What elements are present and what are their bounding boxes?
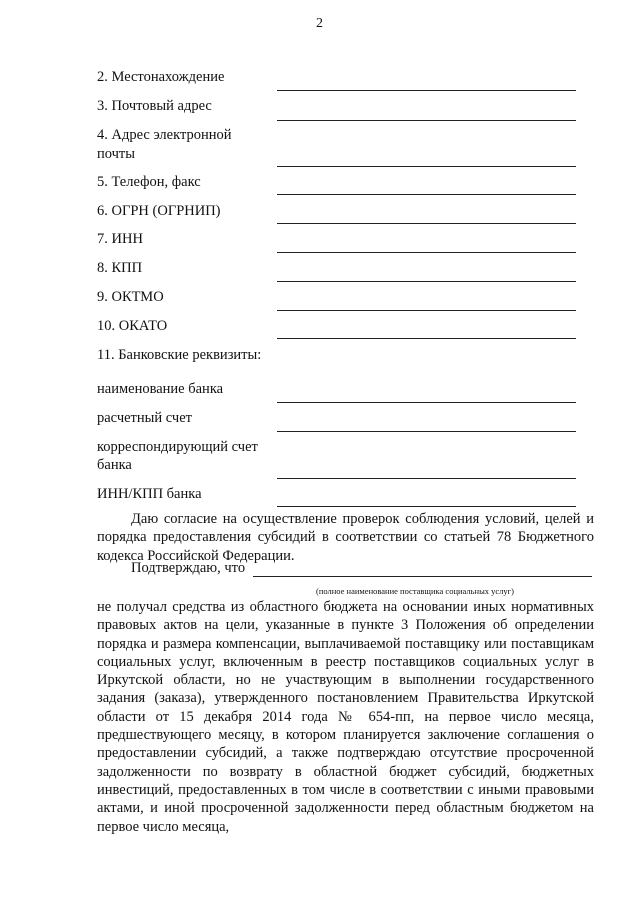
field-label-postal-address: 3. Почтовый адрес: [97, 98, 212, 114]
field-label-bank-name: наименование банка: [97, 381, 224, 397]
field-label-location: 2. Местонахождение: [97, 69, 225, 85]
field-label-bank-details: 11. Банковские реквизиты:: [97, 347, 262, 363]
field-line-kpp[interactable]: [277, 281, 576, 282]
consent-paragraph: Даю согласие на осуществление проверок соблюдения условий, целей и порядка предоставления субсидий в соответствии со статьей 78 Бюджетного кодекса Российской Федерации.: [97, 511, 594, 564]
field-line-phone-fax[interactable]: [277, 194, 576, 195]
field-line-ogrn[interactable]: [277, 223, 576, 224]
field-label-corr-account-l2: банка: [97, 457, 132, 473]
field-line-inn[interactable]: [277, 252, 576, 253]
confirm-lead: Подтверждаю, что: [131, 560, 246, 576]
field-label-email-l1: 4. Адрес электронной: [97, 127, 232, 143]
field-line-account[interactable]: [277, 431, 576, 432]
confirm-line[interactable]: [253, 576, 592, 577]
field-label-phone-fax: 5. Телефон, факс: [97, 174, 201, 190]
field-label-inn: 7. ИНН: [97, 231, 143, 247]
field-label-bank-inn-kpp: ИНН/КПП банка: [97, 486, 202, 502]
confirm-body-paragraph: не получал средства из областного бюджета на основании иных нормативных правовых актов на цели, указанные в пункте 3 Положения об определении порядка и размера компенсации, выплачиваемой поставщику или поставщикам социальных услуг, включенным в реестр поставщиков социальных услуг в Иркутской области, но не участвующим в выполнении государственного задания (заказа), утвержденного постановлением Правительства Иркутской области от 15 декабря 2014 года № 654-пп, на первое число месяца, предшествующего месяцу, в котором планируется заключение соглашения о предоставлении субсидий, а также подтверждаю отсутствие просроченной задолженности по возврату в областной бюджет субсидий, бюджетных инвестиций, предоставленных в том числе в соответствии с иными правовыми актами, и иной просроченной задолженности перед областным бюджетом на первое число месяца,: [97, 599, 594, 835]
field-label-kpp: 8. КПП: [97, 260, 143, 276]
field-line-oktmo[interactable]: [277, 310, 576, 311]
field-line-bank-name[interactable]: [277, 402, 576, 403]
field-line-okato[interactable]: [277, 338, 576, 339]
field-line-email[interactable]: [277, 166, 576, 167]
confirm-caption: (полное наименование поставщика социальных услуг): [316, 586, 514, 596]
field-label-ogrn: 6. ОГРН (ОГРНИП): [97, 203, 221, 219]
field-label-okato: 10. ОКАТО: [97, 318, 168, 334]
page-number: 2: [316, 16, 323, 31]
field-label-account: расчетный счет: [97, 410, 192, 426]
field-label-oktmo: 9. ОКТМО: [97, 289, 164, 305]
field-line-corr-account[interactable]: [277, 478, 576, 479]
field-line-bank-inn-kpp[interactable]: [277, 506, 576, 507]
field-line-postal-address[interactable]: [277, 120, 576, 121]
field-label-email-l2: почты: [97, 146, 136, 162]
field-line-location[interactable]: [277, 90, 576, 91]
field-label-corr-account-l1: корреспондирующий счет: [97, 439, 258, 455]
